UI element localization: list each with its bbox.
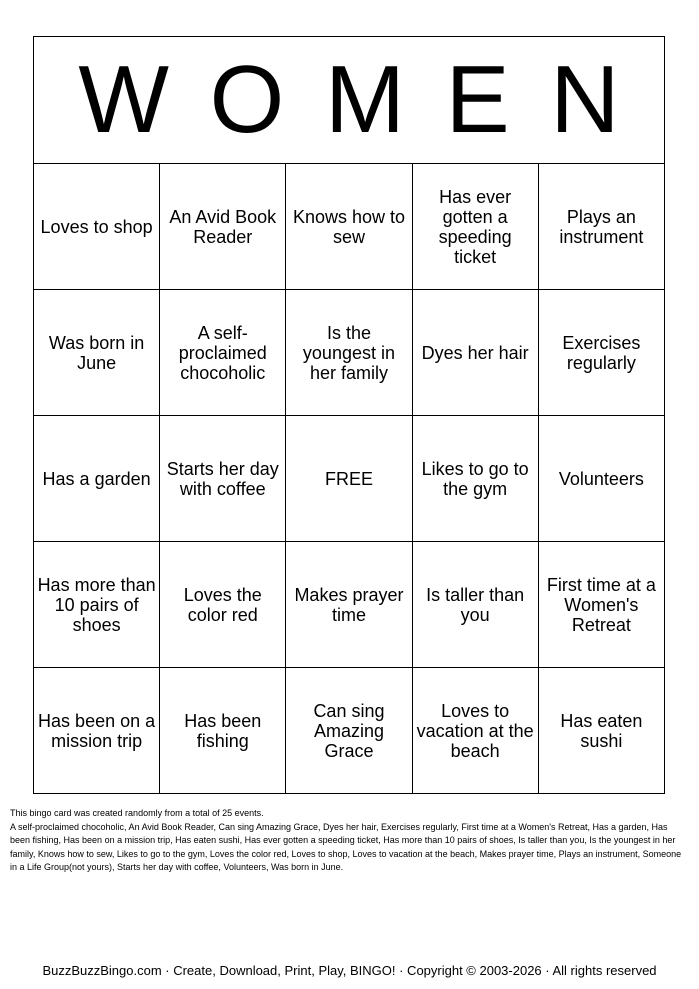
- title-letter: O: [209, 46, 285, 153]
- bingo-cell: Volunteers: [538, 416, 664, 542]
- title-letter: N: [550, 46, 620, 153]
- title-letter: E: [445, 46, 510, 153]
- bingo-cell: Has a garden: [34, 416, 160, 542]
- title-letter: M: [324, 46, 405, 153]
- bingo-cell: Loves to vacation at the beach: [412, 668, 538, 794]
- bingo-cell: Has been fishing: [160, 668, 286, 794]
- bingo-row: [34, 668, 665, 794]
- footer-intro: This bingo card was created randomly from a total of 25 events.: [10, 808, 264, 818]
- bingo-cell: Makes prayer time: [286, 542, 412, 668]
- bingo-card: [33, 36, 665, 794]
- footer-notes: [10, 807, 690, 875]
- bingo-row: [34, 416, 665, 542]
- bingo-cell: Has been on a mission trip: [34, 668, 160, 794]
- bingo-cell: Has more than 10 pairs of shoes: [34, 542, 160, 668]
- bingo-cell: Was born in June: [34, 290, 160, 416]
- bingo-cell: An Avid Book Reader: [160, 164, 286, 290]
- bingo-row: [34, 290, 665, 416]
- bingo-cell: Starts her day with coffee: [160, 416, 286, 542]
- bingo-cell: Is taller than you: [412, 542, 538, 668]
- title-cell: [34, 37, 665, 164]
- bingo-cell: Knows how to sew: [286, 164, 412, 290]
- bingo-cell: A self-proclaimed chocoholic: [160, 290, 286, 416]
- bingo-title: [34, 37, 664, 163]
- bingo-cell: Loves to shop: [34, 164, 160, 290]
- bingo-cell: Has ever gotten a speeding ticket: [412, 164, 538, 290]
- bingo-cell: Likes to go to the gym: [412, 416, 538, 542]
- bingo-row: [34, 542, 665, 668]
- bingo-cell: Plays an instrument: [538, 164, 664, 290]
- site-footer: BuzzBuzzBingo.com · Create, Download, Print, Play, BINGO! · Copyright © 2003-2026 · All rights reserved: [42, 963, 657, 978]
- bingo-cell: Exercises regularly: [538, 290, 664, 416]
- free-space-cell: FREE: [286, 416, 412, 542]
- bingo-cell: Has eaten sushi: [538, 668, 664, 794]
- bingo-cell: First time at a Women's Retreat: [538, 542, 664, 668]
- footer-events-list: A self-proclaimed chocoholic, An Avid Book Reader, Can sing Amazing Grace, Dyes her hair, Exercises regularly, First time at a Women's Retreat, Has a garden, Has been fishing, Has been on a mission trip, Has eaten sushi, Has ever gotten a speeding ticket, Has more than 10 pairs of shoes, Is taller than you, Is the youngest in her family, Knows how to sew, Likes to go to the gym, Loves the color red, Loves to shop, Loves to vacation at the beach, Makes prayer time, Plays an instrument, Someone in a Life Group(not yours), Starts her day with coffee, Volunteers, Was born in June.: [10, 821, 682, 872]
- bingo-row: [34, 164, 665, 290]
- bingo-cell: Loves the color red: [160, 542, 286, 668]
- title-row: [34, 37, 665, 164]
- bingo-cell: Dyes her hair: [412, 290, 538, 416]
- bingo-cell: Is the youngest in her family: [286, 290, 412, 416]
- title-letter: W: [78, 46, 169, 153]
- bingo-cell: Can sing Amazing Grace: [286, 668, 412, 794]
